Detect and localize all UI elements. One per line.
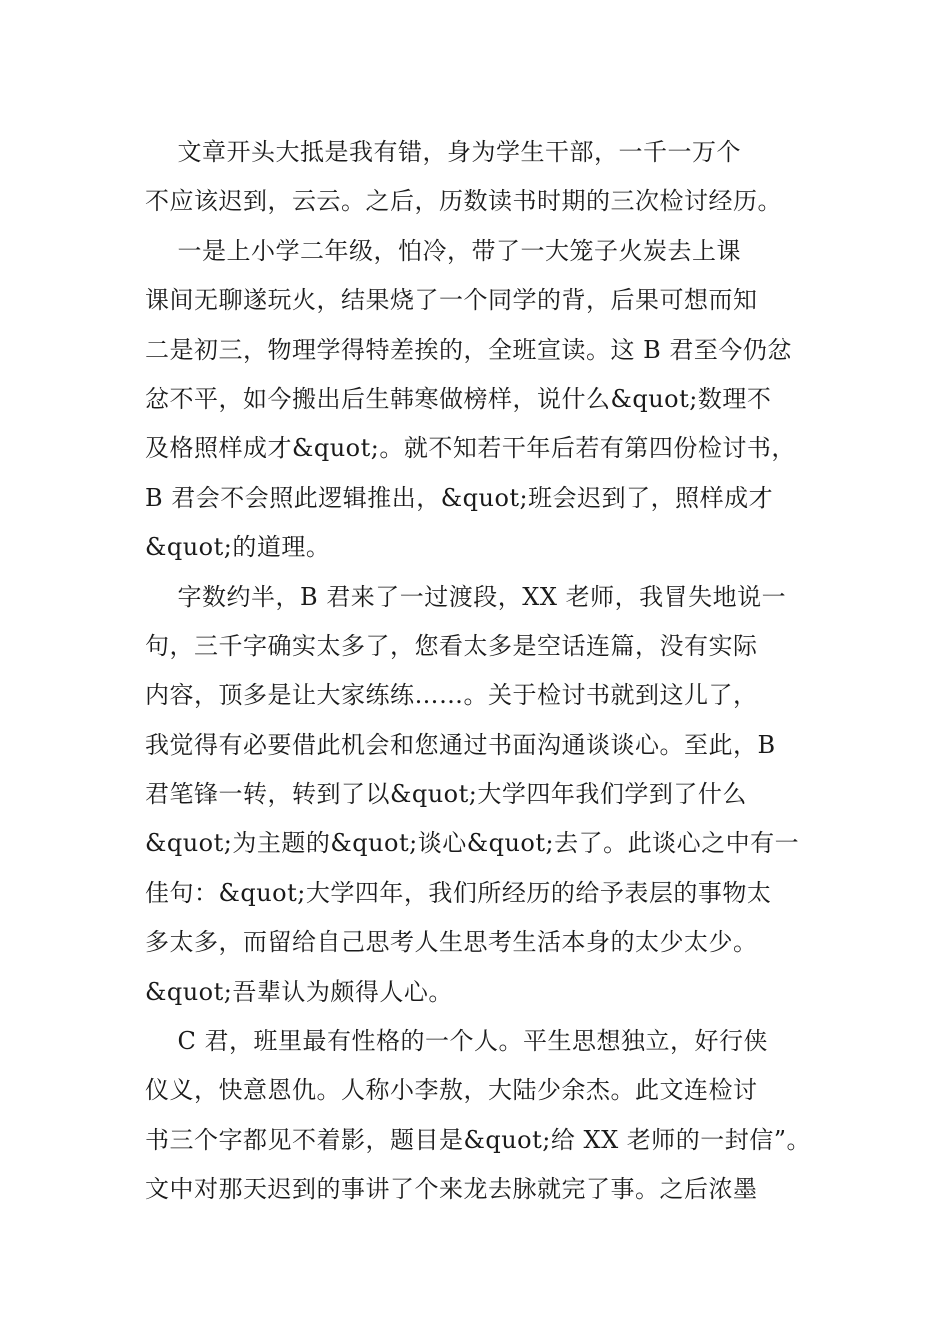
- text-line: 文章开头大抵是我有错，身为学生干部，一千一万个: [145, 138, 742, 166]
- body-text: [145, 128, 825, 1215]
- text-line: 君笔锋一转，转到了以&quot;大学四年我们学到了什么: [145, 780, 747, 809]
- text-line: 书三个字都见不着影，题目是&quot;给 XX 老师的一封信”。: [145, 1125, 812, 1154]
- text-line: 字数约半，B 君来了一过渡段，XX 老师，我冒失地说一: [145, 582, 787, 611]
- text-line: B 君会不会照此逻辑推出，&quot;班会迟到了，照样成才: [145, 483, 774, 512]
- text-line: 多太多，而留给自己思考人生思考生活本身的太少太少。: [145, 928, 758, 957]
- text-line: &quot;的道理。: [145, 533, 331, 562]
- text-line: 仪义，快意恩仇。人称小李敖，大陆少余杰。此文连检讨: [145, 1076, 758, 1105]
- text-line: &quot;为主题的&quot;谈心&quot;去了。此谈心之中有一: [145, 829, 800, 858]
- text-line: 句，三千字确实太多了，您看太多是空话连篇，没有实际: [145, 631, 758, 660]
- text-line: 佳句：&quot;大学四年，我们所经历的给予表层的事物太: [145, 878, 772, 907]
- text-line: 一是上小学二年级，怕冷，带了一大笼子火炭去上课: [145, 236, 742, 265]
- text-line: 二是初三，物理学得特差挨的，全班宣读。这 B 君至今仍忿: [145, 335, 792, 364]
- text-line: 内容，顶多是让大家练练……。关于检讨书就到这儿了，: [145, 681, 758, 710]
- text-line: 及格照样成才&quot;。就不知若干年后若有第四份检讨书，: [145, 434, 796, 463]
- text-line: 课间无聊遂玩火，结果烧了一个同学的背，后果可想而知: [145, 286, 758, 315]
- text-line: 我觉得有必要借此机会和您通过书面沟通谈谈心。至此，B: [145, 730, 776, 759]
- text-line: 不应该迟到，云云。之后，历数读书时期的三次检讨经历。: [145, 187, 782, 216]
- text-line: C 君，班里最有性格的一个人。平生思想独立，好行侠: [145, 1027, 769, 1056]
- text-line: 文中对那天迟到的事讲了个来龙去脉就完了事。之后浓墨: [145, 1175, 758, 1204]
- text-line: 忿不平，如今搬出后生韩寒做榜样，说什么&quot;数理不: [145, 384, 772, 413]
- text-line: &quot;吾辈认为颇得人心。: [145, 977, 453, 1006]
